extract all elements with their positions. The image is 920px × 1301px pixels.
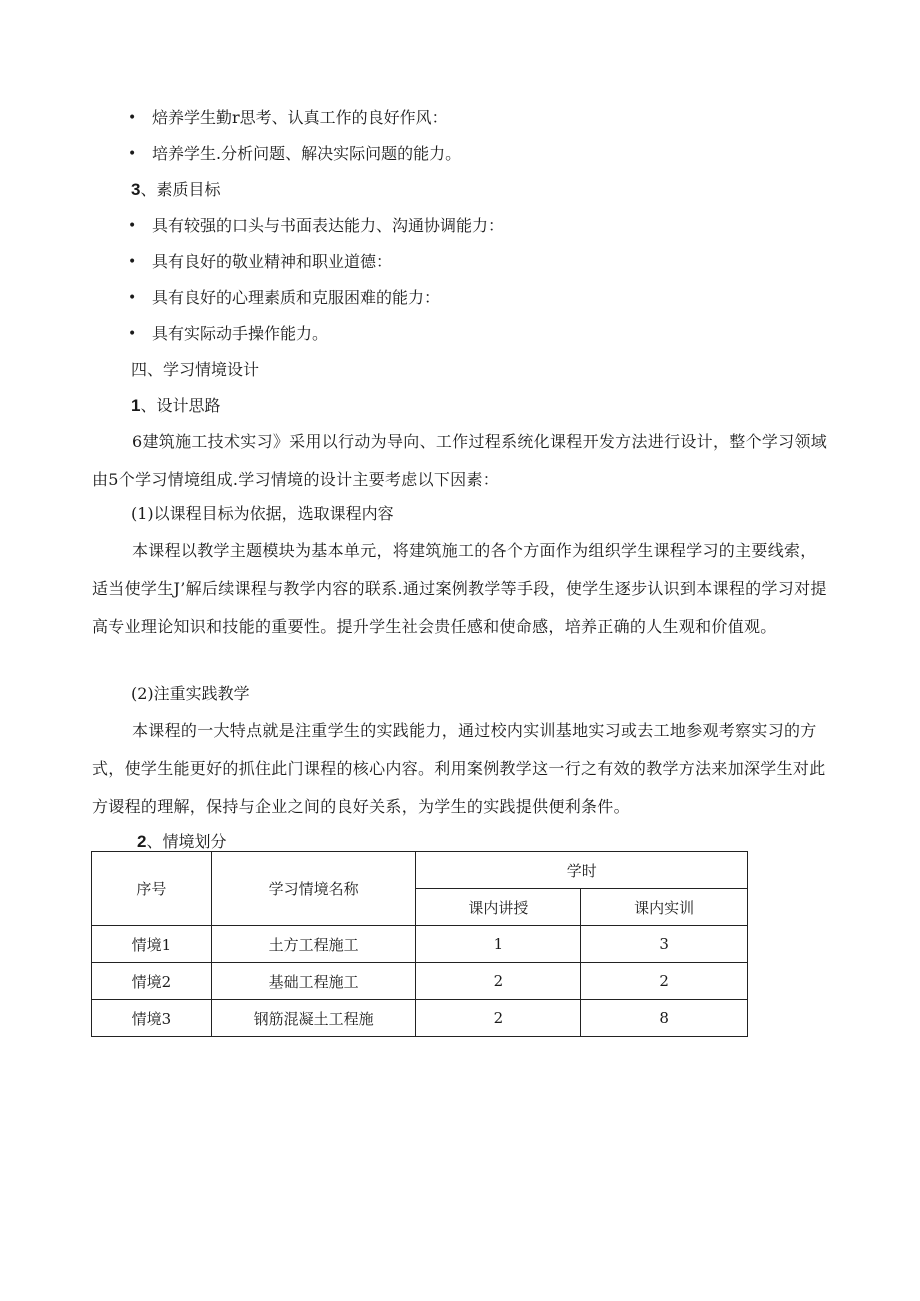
- situation-table: [91, 851, 748, 1037]
- cell-practice: 3: [581, 926, 748, 963]
- cell-seq: 情境3: [92, 1000, 212, 1037]
- skill-goal-2: 培养学生.分析问题、解决实际问题的能力。: [152, 144, 462, 163]
- quality-goal-3: 具有良好的心理素质和克服困难的能力：: [152, 288, 441, 307]
- bullet-icon: •: [128, 146, 137, 162]
- cell-lecture: 1: [416, 926, 581, 963]
- division-heading: [137, 832, 226, 852]
- quality-goal-4: 具有实际动手操作能力。: [152, 324, 329, 343]
- factor2-paragraph: 本课程的一大特点就是注重学生的实践能力，通过校内实训基地实习或去工地参观考察实习的方式，使学生能更好的抓住此门课程的核心内容。利用案例教学这一行之有效的教学方法来加深学生对此方谡程的理解，保持与企业之间的良好关系，为学生的实践提供便利条件。: [92, 721, 826, 816]
- section4-heading: 四、学习情境设计: [131, 360, 260, 379]
- heading-text: 、情境划分: [146, 832, 227, 851]
- bullet-icon: •: [128, 326, 137, 342]
- heading-text: 、素质目标: [140, 180, 221, 199]
- bullet-icon: •: [128, 110, 137, 126]
- cell-practice: 2: [581, 963, 748, 1000]
- table-row: [92, 1000, 748, 1037]
- cell-name: 基础工程施工: [211, 963, 416, 1000]
- table-header-row: [92, 852, 748, 889]
- quality-goal-2: 具有良好的敬业精神和职业道德：: [152, 252, 393, 271]
- factor1-paragraph: 本课程以教学主题模块为基本单元，将建筑施工的各个方面作为组织学生课程学习的主要线索，适当使学生J’解后续课程与教学内容的联系.通过案例教学等手段，使学生逐步认识到本课程的学习对提高专业理论知识和技能的重要性。提升学生社会贵任感和使命感，培养正确的人生观和价值观。: [92, 541, 827, 636]
- table-row: [92, 926, 748, 963]
- bullet-icon: •: [128, 254, 137, 270]
- heading-text: 、设计思路: [140, 396, 221, 415]
- quality-goal-1: 具有较强的口头与书面表达能力、沟通协调能力：: [152, 216, 505, 235]
- quality-goals-heading: [131, 180, 220, 200]
- skill-goal-1: 焙养学生勤r思考、认真工作的良好作风：: [152, 108, 448, 127]
- cell-seq: 情境1: [92, 926, 212, 963]
- cell-name: 土方工程施工: [211, 926, 416, 963]
- cell-name: 钢筋混凝土工程施: [211, 1000, 416, 1037]
- factor2-heading: (2)注重实践教学: [131, 684, 250, 703]
- bullet-icon: •: [128, 290, 137, 306]
- heading-number: 2: [137, 832, 147, 851]
- cell-practice: 8: [581, 1000, 748, 1037]
- header-name: 学习情境名称: [211, 852, 416, 926]
- heading-number: 1: [131, 396, 141, 415]
- table-row: [92, 963, 748, 1000]
- header-hours: 学时: [416, 852, 748, 889]
- design-paragraph: 6建筑施工技术实习》采用以行动为导向、工作过程系统化课程开发方法进行设计，整个学习领域由5个学习情境组成.学习情境的设计主要考虑以下因素：: [92, 432, 828, 489]
- bullet-icon: •: [128, 218, 137, 234]
- header-practice: 课内实训: [581, 889, 748, 926]
- factor1-heading: (1)以课程目标为依据，选取课程内容: [131, 504, 394, 523]
- heading-number: 3: [131, 180, 141, 199]
- header-lecture: 课内讲授: [416, 889, 581, 926]
- cell-seq: 情境2: [92, 963, 212, 1000]
- header-seq: 序号: [92, 852, 212, 926]
- design-heading: [131, 396, 220, 416]
- cell-lecture: 2: [416, 1000, 581, 1037]
- cell-lecture: 2: [416, 963, 581, 1000]
